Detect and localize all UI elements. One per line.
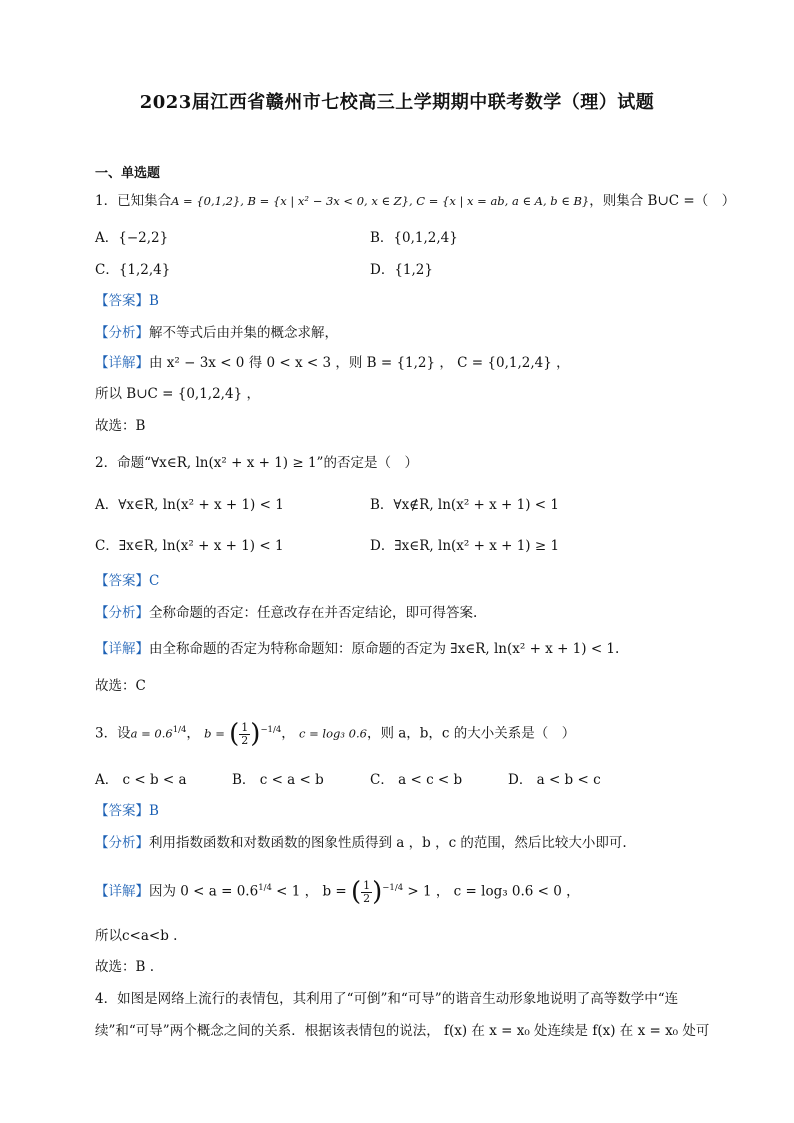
q3-b-paren-open: ( bbox=[229, 719, 240, 749]
q2-stem: 2．命题“∀x∈R, ln(x² + x + 1) ≥ 1”的否定是（ ） bbox=[95, 455, 418, 471]
q2-option-d: D．∃x∈R, ln(x² + x + 1) ≥ 1 bbox=[370, 538, 560, 554]
q3-detail-mid2: > 1 ， c = log₃ 0.6 < 0 ， bbox=[403, 883, 580, 900]
q1-stem-math: A = {0,1,2}, B = {x | x² − 3x < 0, x ∈ Z}, C = {x | x = ab, a ∈ A, b ∈ B} bbox=[171, 194, 590, 208]
q1-stem bbox=[95, 191, 735, 211]
q1-option-d: D．{1,2} bbox=[370, 262, 433, 278]
q3-detail-2: 所以c<a<b . bbox=[95, 928, 178, 944]
q3-answer: 【答案】B bbox=[95, 803, 159, 819]
q2-detail bbox=[95, 639, 619, 659]
q3-detail-a-exp: 1/4 bbox=[258, 883, 272, 893]
q2-answer: 【答案】C bbox=[95, 573, 160, 589]
q3-detail bbox=[95, 878, 580, 905]
q3-c-def: c = log₃ 0.6 bbox=[299, 726, 367, 741]
page-title: 2023届江西省赣州市七校高三上学期期中联考数学（理）试题 bbox=[139, 92, 655, 113]
q3-b-def: b = bbox=[204, 726, 225, 741]
q3-detail-paren-open: ( bbox=[350, 877, 362, 907]
q3-detail-prefix: 因为 0 < a = 0.6 bbox=[149, 883, 259, 900]
q1-choose: 故选：B bbox=[95, 418, 146, 434]
q3-detail-tag: 【详解】 bbox=[95, 883, 149, 900]
q3-option-a: A． c < b < a bbox=[95, 772, 187, 788]
q2-analysis-tag: 【分析】 bbox=[95, 605, 149, 621]
q1-detail-2: 所以 B∪C = {0,1,2,4} ， bbox=[95, 386, 260, 402]
q3-a-def: a = 0.6 bbox=[130, 726, 173, 741]
q3-analysis bbox=[95, 833, 627, 853]
q3-detail-frac: $\frac{1}{2}$ bbox=[363, 878, 371, 905]
q1-stem-suffix: ，则集合 B∪C =（ ） bbox=[589, 193, 736, 209]
q3-detail-mid: < 1 ， b = bbox=[271, 883, 347, 900]
q1-stem-prefix: 1．已知集合 bbox=[95, 193, 172, 209]
q2-choose: 故选：C bbox=[95, 678, 146, 694]
q3-stem: 3．设$a = 0.6^{1/4}$， b = ( $\frac{1}{2}$ )$^{-1/4}$， c = log₃ 0.6，则 a，b，c 的大小关系是（ ） bbox=[95, 719, 576, 749]
q3-option-d: D． a < b < c bbox=[508, 772, 601, 788]
q4-line-1: 4．如图是网络上流行的表情包，其利用了“可倒”和“可导”的谐音生动形象地说明了高等数学中“连 bbox=[95, 991, 679, 1007]
q3-b-paren-close: ) bbox=[250, 719, 261, 749]
q3-option-c: C． a < c < b bbox=[370, 772, 463, 788]
q1-option-c: C．{1,2,4} bbox=[95, 262, 171, 278]
q4-line-2: 续”和“可导”两个概念之间的关系．根据该表情包的说法， f(x) 在 x = x₀ 处连续是 f(x) 在 x = x₀ 处可 bbox=[95, 1023, 710, 1039]
q2-analysis bbox=[95, 603, 477, 623]
q3-stem-suffix: ，则 a，b，c 的大小关系是（ ） bbox=[366, 725, 576, 742]
q3-b-frac: $\frac{1}{2}$ bbox=[241, 720, 249, 747]
q2-detail-tag: 【详解】 bbox=[95, 641, 149, 657]
q1-detail bbox=[95, 353, 570, 373]
q1-option-a: A．{−2,2} bbox=[95, 230, 169, 246]
q3-a-exp: 1/4 bbox=[172, 725, 187, 735]
q2-analysis-text: 全称命题的否定：任意改存在并否定结论，即可得答案. bbox=[149, 605, 478, 621]
q3-analysis-tag: 【分析】 bbox=[95, 835, 149, 851]
q3-detail-b-exp: −1/4 bbox=[382, 883, 404, 893]
q3-analysis-text: 利用指数函数和对数函数的图象性质得到 a ，b ，c 的范围，然后比较大小即可. bbox=[149, 835, 627, 851]
q1-analysis-tag: 【分析】 bbox=[95, 325, 149, 341]
q1-analysis bbox=[95, 323, 338, 343]
q3-b-exp: −1/4 bbox=[260, 725, 282, 735]
q3-option-b: B． c < a < b bbox=[232, 772, 324, 788]
q2-option-c: C．∃x∈R, ln(x² + x + 1) < 1 bbox=[95, 538, 284, 554]
q1-detail-text: 由 x² − 3x < 0 得 0 < x < 3 ，则 B = {1,2} ， C = {0,1,2,4} ， bbox=[149, 355, 570, 371]
q2-detail-text: 由全称命题的否定为特称命题知：原命题的否定为 ∃x∈R, ln(x² + x + 1) < 1. bbox=[149, 641, 620, 657]
q2-option-b: B．∀x∉R, ln(x² + x + 1) < 1 bbox=[370, 497, 559, 513]
q3-detail-paren-close: ) bbox=[372, 877, 383, 907]
q3-stem-prefix: 3．设 bbox=[95, 725, 131, 742]
q3-choose: 故选：B . bbox=[95, 959, 155, 975]
q1-option-b: B．{0,1,2,4} bbox=[370, 230, 458, 246]
q1-analysis-text: 解不等式后由并集的概念求解， bbox=[149, 325, 338, 341]
q1-detail-tag: 【详解】 bbox=[95, 355, 149, 371]
q1-answer: 【答案】B bbox=[95, 293, 159, 309]
section-heading: 一、单选题 bbox=[95, 166, 161, 181]
q2-option-a: A．∀x∈R, ln(x² + x + 1) < 1 bbox=[95, 497, 284, 513]
